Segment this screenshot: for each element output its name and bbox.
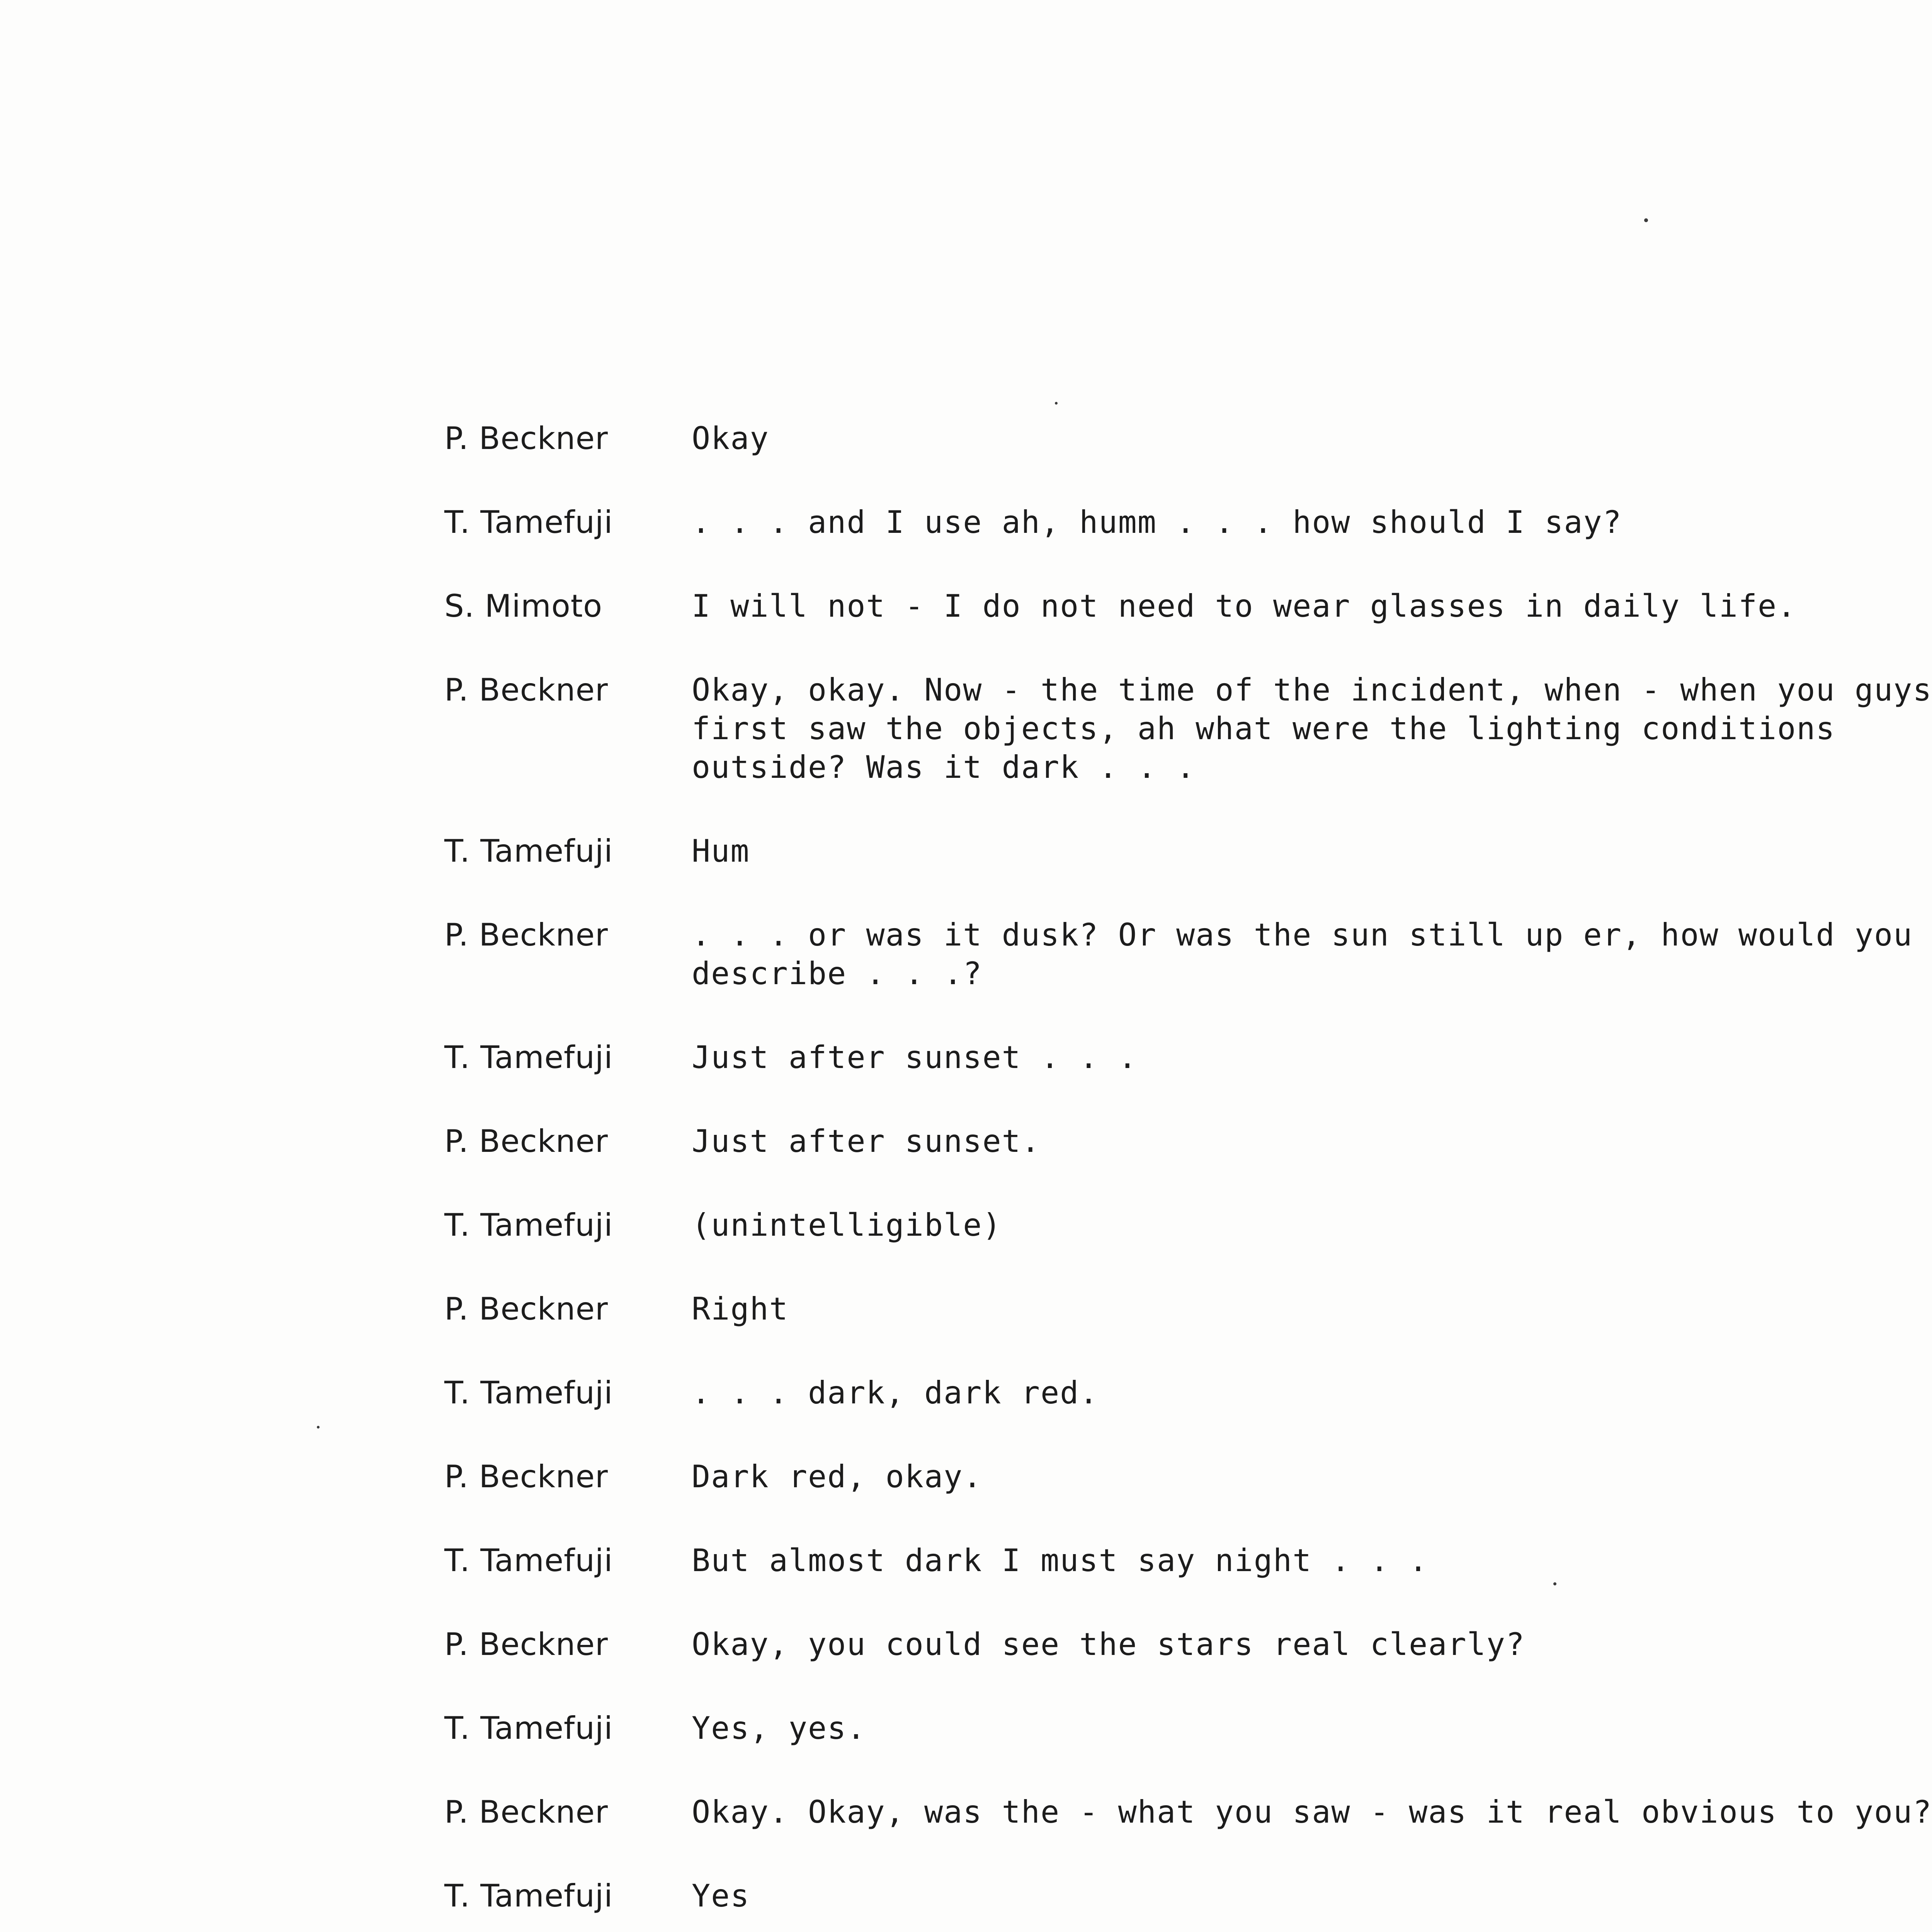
dialogue-text: . . . or was it dusk? Or was the sun still up er, how would you describe . . .?: [692, 917, 1913, 992]
dialogue-text: But almost dark I must say night . . .: [692, 1543, 1429, 1578]
transcript-entry: [444, 1206, 1932, 1245]
dialogue-text: Okay: [692, 420, 769, 456]
speaker-name: P. Beckner: [444, 917, 608, 953]
transcript-entry: [444, 1709, 1932, 1748]
dialogue-text: . . . dark, dark red.: [692, 1375, 1099, 1411]
speaker-name: P. Beckner: [444, 672, 608, 708]
transcript-entry: [444, 587, 1932, 626]
speaker-name: P. Beckner: [444, 1459, 608, 1495]
transcript-entry: [444, 1290, 1932, 1328]
speaker-name: P. Beckner: [444, 420, 608, 456]
speaker-name: S. Mimoto: [444, 588, 603, 624]
dialogue-text: I will not - I do not need to wear glasses in daily life.: [692, 588, 1797, 624]
speaker-name: T. Tamefuji: [444, 833, 613, 869]
speaker-name: T. Tamefuji: [444, 1878, 613, 1914]
dialogue-text: Right: [692, 1291, 789, 1327]
speaker-name: T. Tamefuji: [444, 1543, 613, 1578]
transcript-entry: [444, 832, 1932, 871]
transcript-entry: [444, 1541, 1932, 1580]
transcript-entry: [444, 1793, 1932, 1832]
transcript-entry: [444, 1458, 1932, 1496]
transcript-entry: [444, 1625, 1932, 1664]
speaker-name: P. Beckner: [444, 1626, 608, 1662]
transcript-entry: [444, 503, 1932, 542]
speaker-name: P. Beckner: [444, 1291, 608, 1327]
speaker-name: P. Beckner: [444, 1794, 608, 1830]
dialogue-text: Okay, okay. Now - the time of the incident, when - when you guys first saw the objects, ah what were the lighting conditions outside? Was it dark . . .: [692, 672, 1932, 785]
transcript-entry: [444, 671, 1932, 787]
transcript-entry: [444, 1038, 1932, 1077]
scan-speck: [1644, 218, 1648, 222]
dialogue-text: Just after sunset . . .: [692, 1039, 1138, 1075]
speaker-name: T. Tamefuji: [444, 1207, 613, 1243]
speaker-name: T. Tamefuji: [444, 1710, 613, 1746]
scan-speck: [317, 1426, 320, 1429]
transcript: [444, 419, 1932, 1932]
dialogue-text: . . . and I use ah, humm . . . how should I say?: [692, 504, 1622, 540]
speaker-name: T. Tamefuji: [444, 504, 613, 540]
dialogue-text: Okay. Okay, was the - what you saw - was it real obvious to you?: [692, 1794, 1932, 1830]
dialogue-text: Yes, yes.: [692, 1710, 866, 1746]
speaker-name: T. Tamefuji: [444, 1375, 613, 1411]
transcript-entry: [444, 916, 1932, 993]
transcript-entry: [444, 1122, 1932, 1161]
dialogue-text: Okay, you could see the stars real clearly?: [692, 1626, 1526, 1662]
speaker-name: T. Tamefuji: [444, 1039, 613, 1075]
dialogue-text: Hum: [692, 833, 750, 869]
dialogue-text: Just after sunset.: [692, 1123, 1041, 1159]
transcript-entry: [444, 1374, 1932, 1412]
dialogue-text: Dark red, okay.: [692, 1459, 983, 1495]
dialogue-text: (unintelligible): [692, 1207, 1002, 1243]
dialogue-text: Yes: [692, 1878, 750, 1914]
transcript-entry: [444, 419, 1932, 458]
transcript-entry: [444, 1877, 1932, 1915]
speaker-name: P. Beckner: [444, 1123, 608, 1159]
scan-speck: [1055, 402, 1058, 405]
